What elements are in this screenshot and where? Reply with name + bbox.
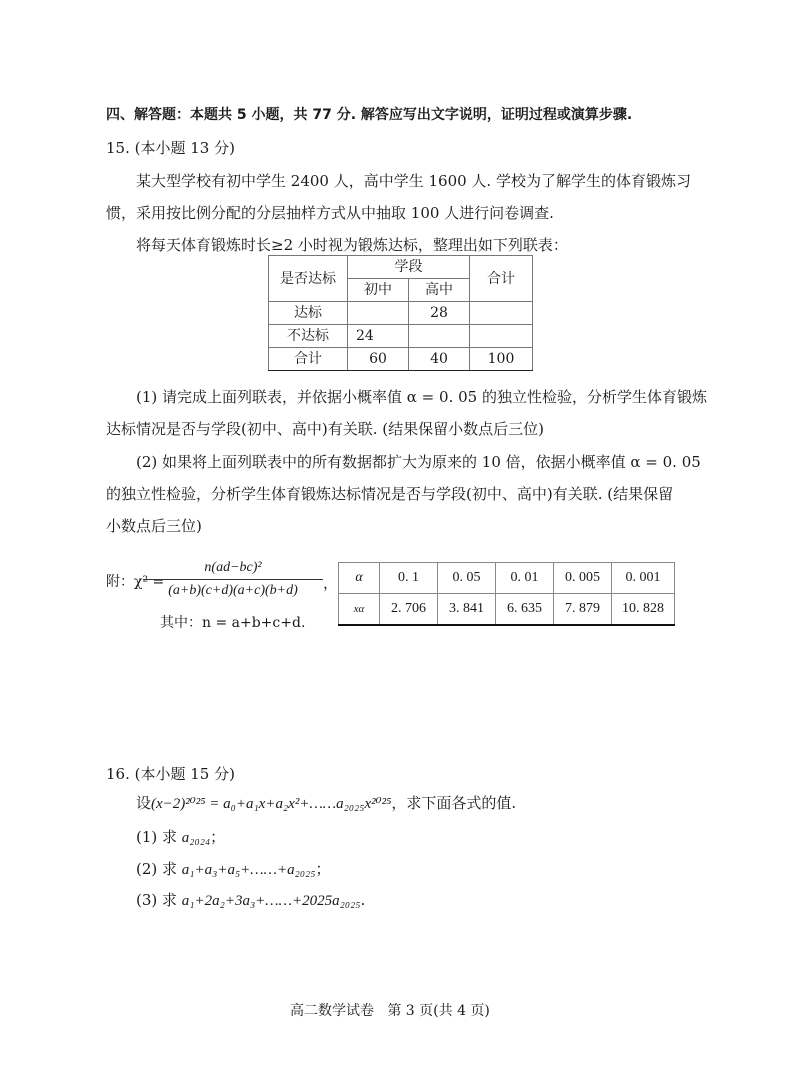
q16-stem-expr: (x−2)²⁰²⁵ = a₀+a₁x+a₂x²+……a₂₀₂₅x²⁰²⁵ [151, 796, 392, 812]
q16-part3-end: . [360, 891, 366, 909]
col-header-senior: 高中 [409, 279, 470, 302]
q15-title: 15. (本小题 13 分) [106, 139, 235, 157]
table-row [269, 302, 533, 325]
q16-stem [136, 792, 516, 813]
x-value: 10. 828 [612, 594, 675, 626]
table-cell: 24 [348, 325, 409, 348]
q16-part2-label: (2) 求 [136, 860, 182, 878]
alpha-value: 0. 01 [496, 563, 554, 594]
group-header: 学段 [348, 256, 470, 279]
table-cell: 28 [409, 302, 470, 325]
table-row [339, 563, 675, 594]
contingency-table [268, 255, 533, 371]
table-row [339, 594, 675, 626]
q15-part1-line2: 达标情况是否与学段(初中、高中)有关联. (结果保留小数点后三位) [106, 420, 544, 438]
x-value: 3. 841 [438, 594, 496, 626]
q15-part2-line1: (2) 如果将上面列联表中的所有数据都扩大为原来的 10 倍，依据小概率值 α = 0. 05 [136, 453, 701, 471]
footer-subject: 高二数学试卷 [290, 1003, 374, 1019]
x-value: 2. 706 [380, 594, 438, 626]
q16-part1 [136, 826, 225, 847]
col-header-junior: 初中 [348, 279, 409, 302]
table-cell [348, 302, 409, 325]
table-cell [409, 325, 470, 348]
q16-part2-expr: a₁+a₃+a₅+……+a₂₀₂₅ [181, 862, 316, 878]
formula-numerator: n(ad−bc)² [204, 560, 262, 575]
q16-part3 [136, 889, 365, 910]
fraction-bar [143, 579, 323, 580]
table-cell: 40 [409, 348, 470, 371]
q15-part1-line1: (1) 请完成上面列联表，并依据小概率值 α = 0. 05 的独立性检验，分析学生体育锻炼 [136, 388, 707, 406]
table-cell: 60 [348, 348, 409, 371]
section-header: 四、解答题：本题共 5 小题，共 77 分. 解答应写出文字说明，证明过程或演算步骤. [106, 107, 633, 123]
alpha-value: 0. 001 [612, 563, 675, 594]
x-value: 6. 635 [496, 594, 554, 626]
q16-part1-expr: a₂₀₂₄ [181, 830, 211, 846]
row-label: 不达标 [269, 325, 348, 348]
formula-suffix: ， [323, 574, 339, 592]
footer-page-number: 第 3 页(共 4 页) [387, 1003, 490, 1019]
formula-denominator: (a+b)(c+d)(a+c)(b+d) [168, 583, 298, 598]
alpha-value: 0. 1 [380, 563, 438, 594]
table-row [269, 348, 533, 371]
q16-stem-prefix: 设 [136, 794, 152, 812]
alpha-value: 0. 05 [438, 563, 496, 594]
q15-part2-line2: 的独立性检验，分析学生体育锻炼达标情况是否与学段(初中、高中)有关联. (结果保留 [106, 485, 674, 503]
formula-where: 其中：n = a+b+c+d. [160, 615, 306, 631]
page-footer [290, 1000, 490, 1020]
table-cell [470, 302, 533, 325]
row-label: 达标 [269, 302, 348, 325]
q16-title: 16. (本小题 15 分) [106, 765, 235, 783]
q16-part3-expr: a₁+2a₂+3a₃+……+2025a₂₀₂₅ [181, 893, 361, 909]
q15-para1-line2: 惯，采用按比例分配的分层抽样方式从中抽取 100 人进行问卷调查. [106, 204, 554, 222]
q16-part3-label: (3) 求 [136, 891, 182, 909]
q15-para1-line1: 某大型学校有初中学生 2400 人，高中学生 1600 人. 学校为了解学生的体育锻炼习 [136, 172, 691, 190]
critical-value-table [338, 562, 675, 626]
q16-part2 [136, 858, 330, 879]
alpha-value: 0. 005 [554, 563, 612, 594]
q16-part1-label: (1) 求 [136, 828, 182, 846]
table-cell: 100 [470, 348, 533, 371]
header-row-label: 是否达标 [269, 256, 348, 302]
table-cell [470, 325, 533, 348]
total-header: 合计 [470, 256, 533, 302]
formula-fraction [143, 558, 323, 601]
table-row [269, 325, 533, 348]
q16-part1-end: ； [210, 828, 226, 846]
q15-part2-line3: 小数点后三位) [106, 517, 202, 535]
x-value: 7. 879 [554, 594, 612, 626]
q16-stem-suffix: ，求下面各式的值. [391, 794, 517, 812]
row-label: 合计 [269, 348, 348, 371]
q15-para2: 将每天体育锻炼时长≥2 小时视为锻炼达标，整理出如下列联表： [136, 236, 568, 254]
q16-part2-end: ； [315, 860, 331, 878]
formula-prefix: 附：χ² = [106, 574, 165, 590]
alpha-label: α [339, 563, 380, 594]
x-alpha-label: xα [339, 594, 380, 626]
